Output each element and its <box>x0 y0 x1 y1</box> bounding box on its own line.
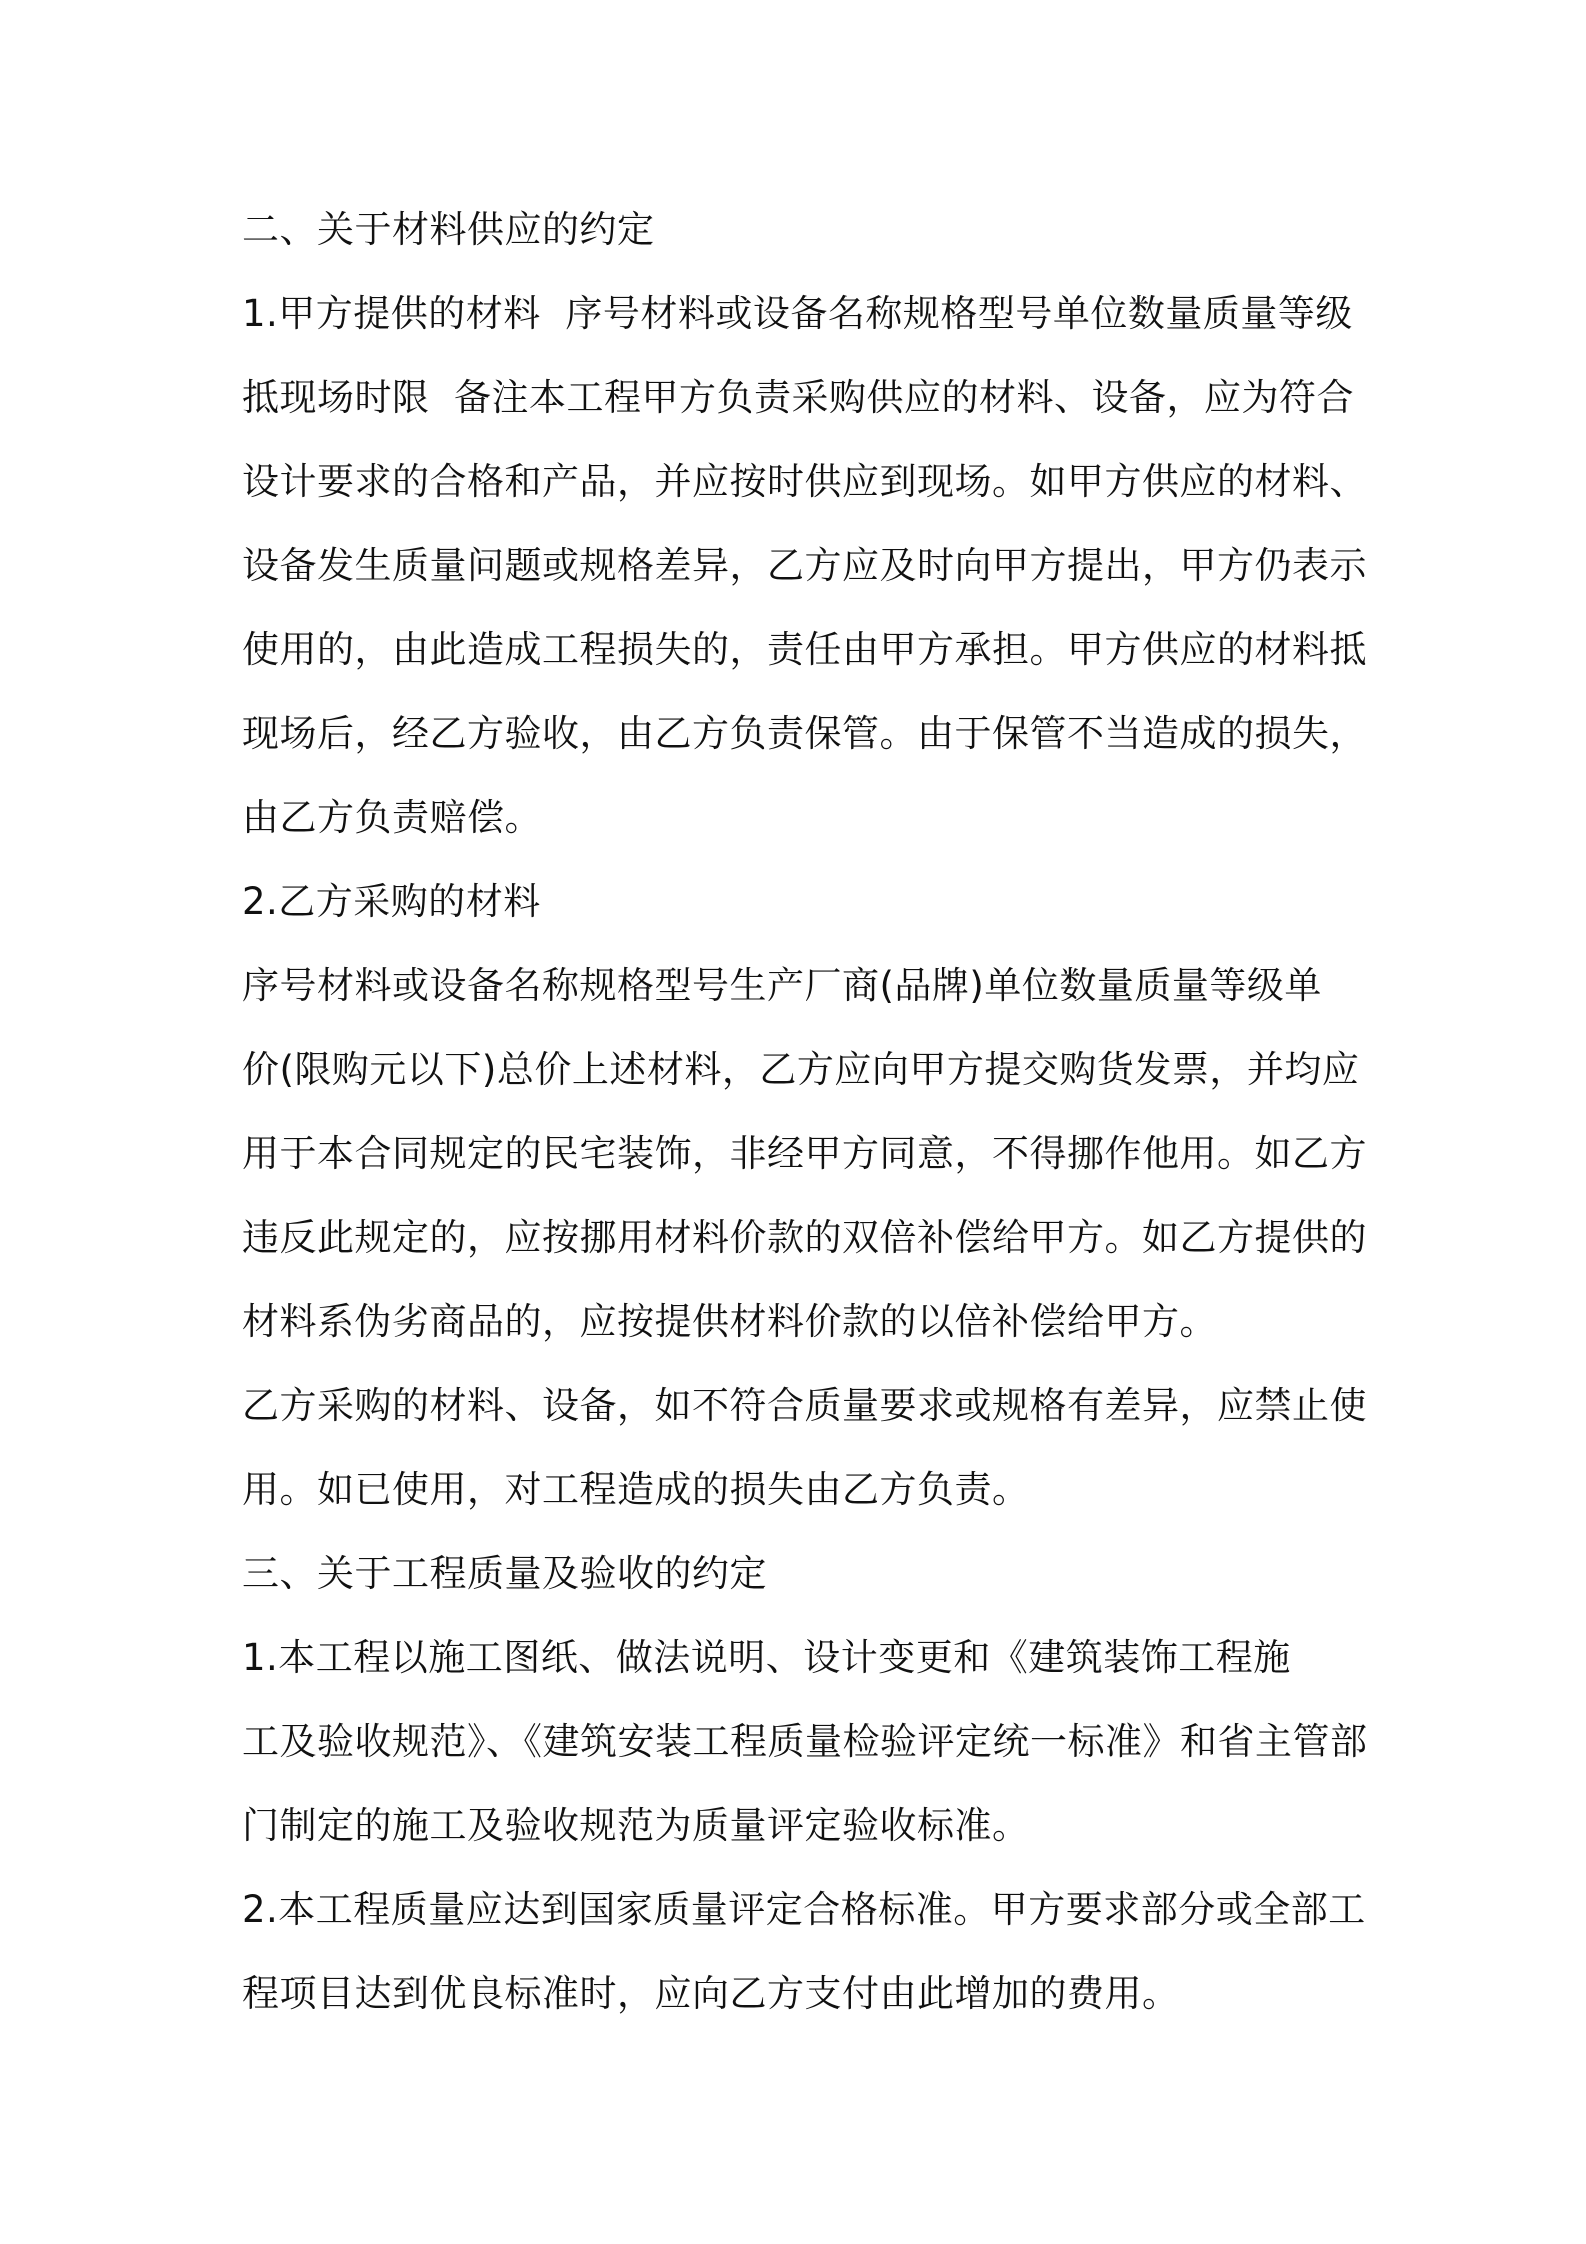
text-line: 工及验收规范》、《建筑安装工程质量检验评定统一标准》和省主管部 <box>242 1720 1368 1763</box>
text-line: 用。如已使用，对工程造成的损失由乙方负责。 <box>242 1468 1030 1511</box>
text-line: 价(限购元以下)总价上述材料，乙方应向甲方提交购货发票，并均应 <box>242 1048 1360 1091</box>
text-line: 门制定的施工及验收规范为质量评定验收标准。 <box>242 1804 1030 1847</box>
text-line: 违反此规定的，应按挪用材料价款的双倍补偿给甲方。如乙方提供的 <box>242 1216 1367 1259</box>
text-line: 设备发生质量问题或规格差异，乙方应及时向甲方提出，甲方仍表示 <box>242 544 1367 587</box>
text-line: 材料系伪劣商品的，应按提供材料价款的以倍补偿给甲方。 <box>242 1300 1217 1343</box>
text-line: 用于本合同规定的民宅装饰，非经甲方同意，不得挪作他用。如乙方 <box>242 1132 1367 1175</box>
text-line: 抵现场时限 备注本工程甲方负责采购供应的材料、设备，应为符合 <box>242 376 1355 419</box>
text-line: 使用的，由此造成工程损失的，责任由甲方承担。甲方供应的材料抵 <box>242 628 1367 671</box>
section-heading-quality: 三、关于工程质量及验收的约定 <box>242 1552 767 1595</box>
subheading-contractor-materials: 2.乙方采购的材料 <box>242 880 541 923</box>
text-line: 2.本工程质量应达到国家质量评定合格标准。甲方要求部分或全部工 <box>242 1888 1366 1931</box>
text-line: 1.甲方提供的材料 序号材料或设备名称规格型号单位数量质量等级 <box>242 292 1353 335</box>
text-line: 现场后，经乙方验收，由乙方负责保管。由于保管不当造成的损失， <box>242 712 1367 755</box>
text-line: 乙方采购的材料、设备，如不符合质量要求或规格有差异，应禁止使 <box>242 1384 1367 1427</box>
section-heading-materials: 二、关于材料供应的约定 <box>242 208 655 251</box>
text-line: 由乙方负责赔偿。 <box>242 796 542 839</box>
text-line: 程项目达到优良标准时，应向乙方支付由此增加的费用。 <box>242 1972 1180 2015</box>
text-line: 序号材料或设备名称规格型号生产厂商(品牌)单位数量质量等级单 <box>242 964 1322 1007</box>
text-line: 1.本工程以施工图纸、做法说明、设计变更和《建筑装饰工程施 <box>242 1636 1291 1679</box>
text-line: 设计要求的合格和产品，并应按时供应到现场。如甲方供应的材料、 <box>242 460 1367 503</box>
